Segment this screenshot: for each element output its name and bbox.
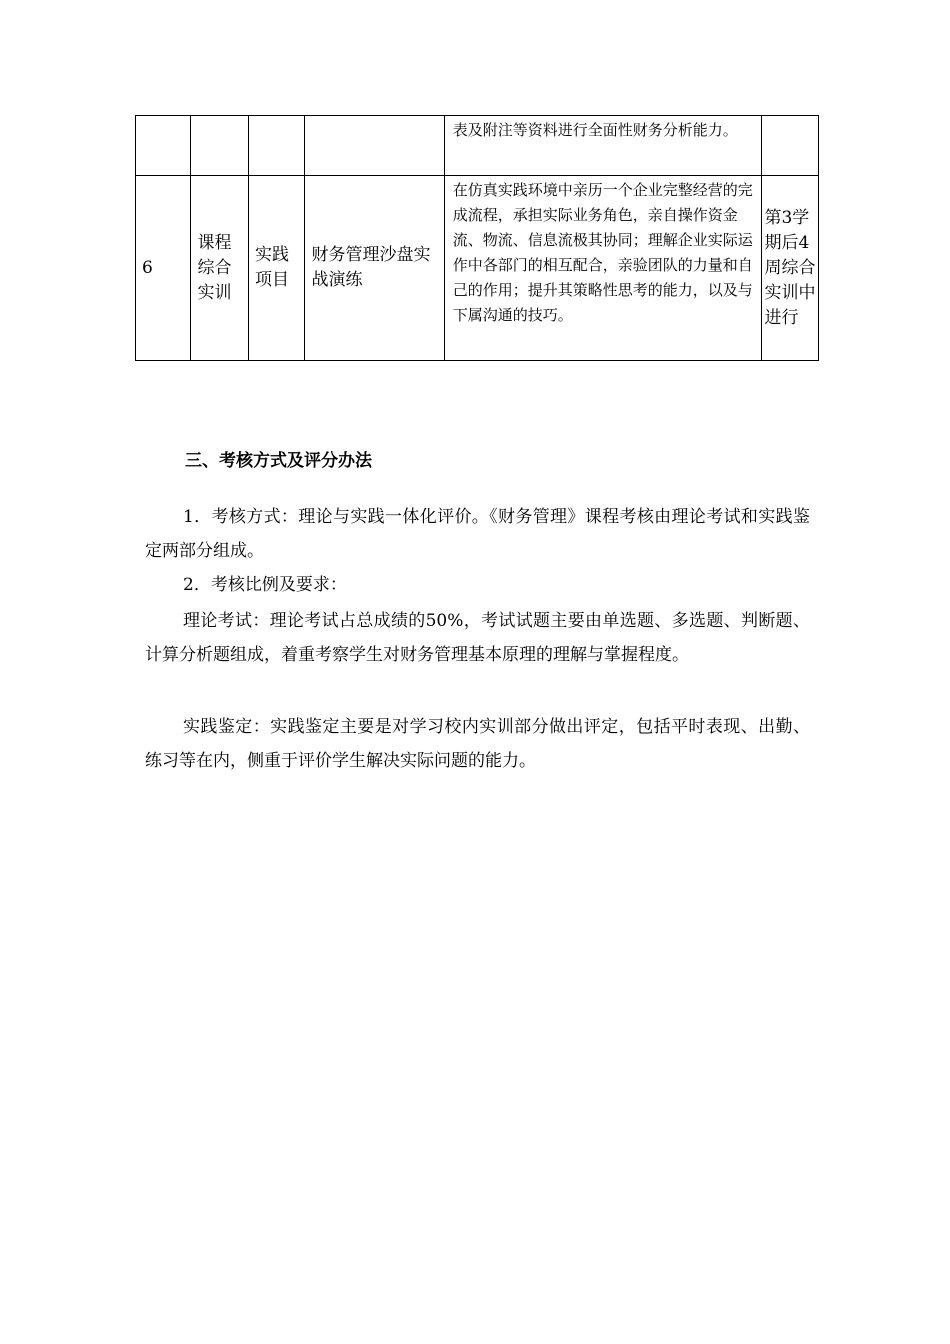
section-heading: 三、考核方式及评分办法 bbox=[185, 451, 372, 471]
table-row bbox=[136, 116, 819, 176]
course-table bbox=[135, 115, 819, 361]
table-cell-empty bbox=[305, 116, 444, 176]
table-cell-name: 财务管理沙盘实战演练 bbox=[305, 176, 444, 361]
paragraph-assessment-ratio: 2．考核比例及要求： bbox=[183, 575, 347, 595]
table-cell-empty bbox=[191, 116, 249, 176]
table-cell-content: 在仿真实践环境中亲历一个企业完整经营的完成流程，承担实际业务角色，亲自操作资金流、物流、信息流极其协同；理解企业实际运作中各部门的相互配合，亲验团队的力量和自己的作用；提升其策略性思考的能力，以及与下属沟通的技巧。 bbox=[444, 176, 762, 361]
table-cell-kind: 实践项目 bbox=[248, 176, 304, 361]
table-cell-type: 课程综合实训 bbox=[191, 176, 249, 361]
paragraph-assessment-method: 1．考核方式：理论与实践一体化评价。《财务管理》课程考核由理论考试和实践鉴定两部分组成。 bbox=[145, 507, 810, 561]
paragraph-practice-evaluation: 实践鉴定：实践鉴定主要是对学习校内实训部分做出评定，包括平时表现、出勤、练习等在内，侧重于评价学生解决实际问题的能力。 bbox=[145, 717, 810, 771]
paragraph-theory-exam: 理论考试：理论考试占总成绩的50%，考试试题主要由单选题、多选题、判断题、计算分析题组成，着重考察学生对财务管理基本原理的理解与掌握程度。 bbox=[145, 611, 810, 665]
table-cell-empty bbox=[248, 116, 304, 176]
table-cell-empty bbox=[136, 116, 191, 176]
table-row bbox=[136, 176, 819, 361]
table-cell-time: 第3学期后4周综合实训中进行 bbox=[762, 176, 819, 361]
table-cell-number: 6 bbox=[136, 176, 191, 361]
table-cell-content: 表及附注等资料进行全面性财务分析能力。 bbox=[444, 116, 762, 176]
table-cell-empty bbox=[762, 116, 819, 176]
